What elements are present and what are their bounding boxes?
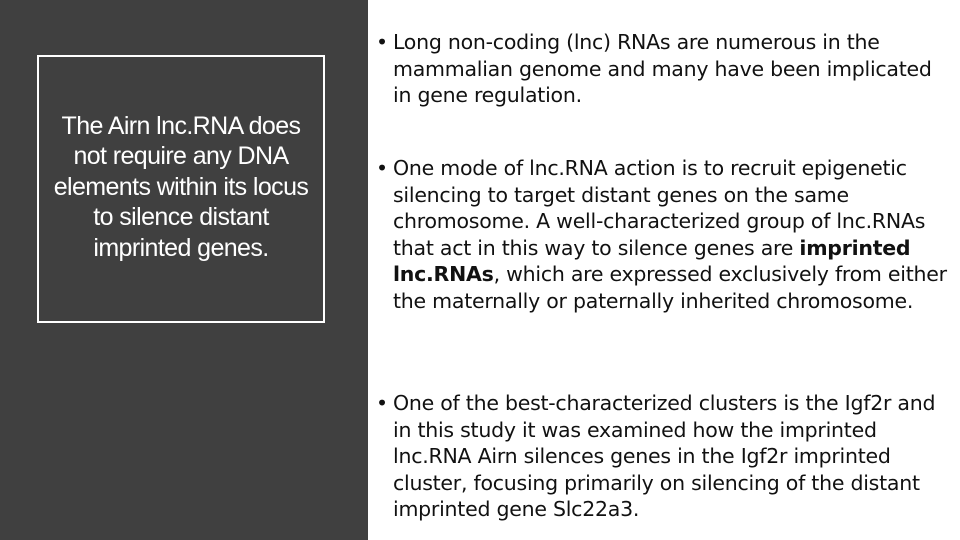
bullet-text-part: One mode of lnc.RNA action is to recruit epigenetic silencing to target distant genes on the same chromosome. A well-characterized group of lnc.RNAs that act in this way to silence genes are bbox=[393, 156, 926, 260]
bullet-item bbox=[372, 29, 950, 109]
slide-title: The Airn lnc.RNA does not require any DNA elements within its locus to silence distant imprinted genes. bbox=[53, 111, 309, 262]
bullet-text bbox=[393, 155, 950, 315]
title-frame bbox=[37, 55, 325, 323]
title-panel bbox=[0, 0, 368, 540]
bullet-text: Long non-coding (lnc) RNAs are numerous in the mammalian genome and many have been implicated in gene regulation. bbox=[393, 30, 932, 108]
bullet-dot-icon: • bbox=[376, 391, 388, 415]
bullet-item bbox=[372, 390, 950, 523]
bullet-emphasis: imprinted lnc.RNAs bbox=[393, 235, 911, 287]
bullet-text: One of the best-characterized clusters is the Igf2r and in this study it was examined how the imprinted lnc.RNA Airn silences genes in the Igf2r imprinted cluster, focusing primarily on silencing of the distant imprinted gene Slc22a3. bbox=[393, 391, 936, 522]
bullet-text-part: , which are expressed exclusively from either the maternally or paternally inherited chromosome. bbox=[393, 262, 947, 313]
bullet-dot-icon: • bbox=[376, 156, 388, 180]
bullet-dot-icon: • bbox=[376, 30, 388, 54]
bullet-item bbox=[372, 155, 950, 315]
content-panel bbox=[372, 0, 952, 540]
